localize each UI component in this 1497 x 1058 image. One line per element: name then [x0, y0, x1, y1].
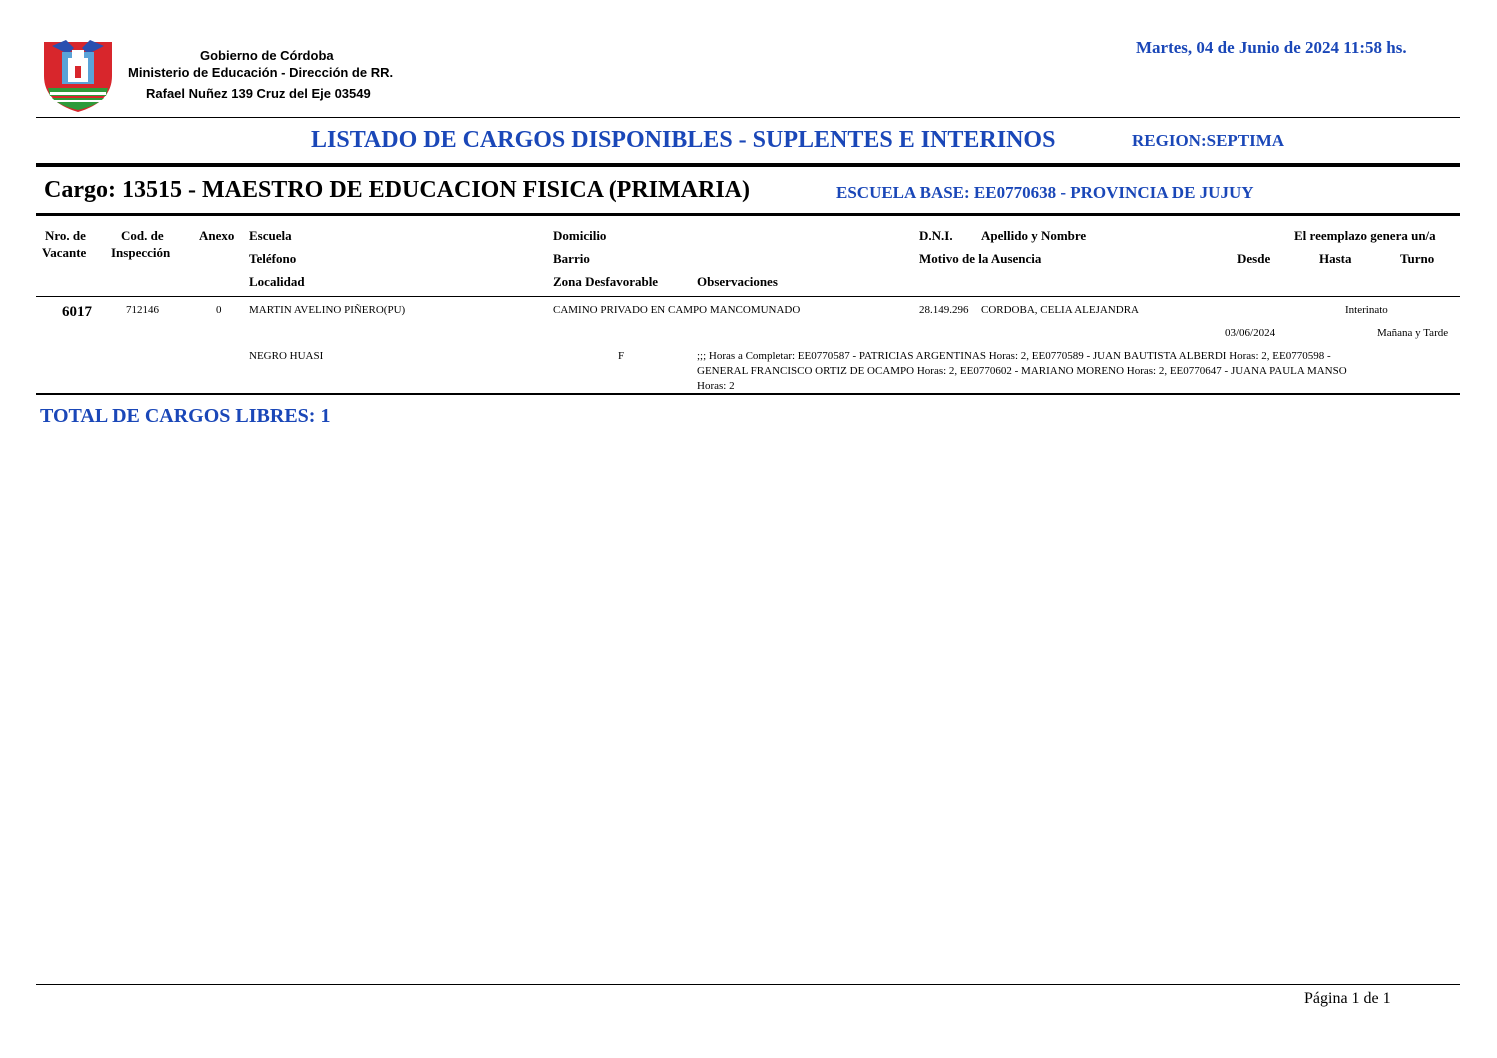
col-domicilio: Domicilio: [553, 228, 607, 243]
escuela-base: ESCUELA BASE: EE0770638 - PROVINCIA DE JUJUY: [836, 183, 1254, 202]
header-address: Rafael Nuñez 139 Cruz del Eje 03549: [146, 86, 371, 101]
row-anexo: 0: [216, 304, 222, 316]
row-turno: Mañana y Tarde: [1377, 327, 1449, 339]
row-cod: 712146: [126, 304, 159, 316]
col-anexo: Anexo: [199, 228, 235, 243]
row-domicilio: CAMINO PRIVADO EN CAMPO MANCOMUNADO: [553, 304, 801, 316]
row-obs-line-3: Horas: 2: [697, 380, 735, 392]
col-localidad: Localidad: [249, 274, 305, 289]
divider-row-end: [36, 393, 1460, 395]
col-cod-1: Cod. de: [121, 228, 164, 243]
divider-top: [36, 117, 1460, 118]
col-motivo: Motivo de la Ausencia: [919, 251, 1042, 266]
col-escuela: Escuela: [249, 228, 292, 243]
row-nro: 6017: [62, 304, 92, 320]
header-datetime: Martes, 04 de Junio de 2024 11:58 hs.: [1136, 38, 1407, 57]
row-escuela: MARTIN AVELINO PIÑERO(PU): [249, 304, 406, 316]
region-label: REGION:SEPTIMA: [1132, 131, 1285, 150]
row-dni: 28.149.296: [919, 304, 969, 316]
col-reemplazo: El reemplazo genera un/a: [1294, 228, 1436, 243]
row-nombre: CORDOBA, CELIA ALEJANDRA: [981, 304, 1139, 316]
col-observaciones: Observaciones: [697, 274, 778, 289]
row-localidad: NEGRO HUASI: [249, 350, 324, 362]
col-barrio: Barrio: [553, 251, 590, 266]
total-cargos: TOTAL DE CARGOS LIBRES: 1: [40, 405, 331, 427]
col-turno: Turno: [1400, 251, 1435, 266]
col-cod-2: Inspección: [111, 245, 171, 260]
col-nro-1: Nro. de: [45, 228, 86, 243]
page-number: Página 1 de 1: [1304, 990, 1391, 1007]
cordoba-crest-icon: [40, 36, 116, 114]
header-ministry: Ministerio de Educación - Dirección de RR.: [128, 65, 394, 80]
cargo-title: Cargo: 13515 - MAESTRO DE EDUCACION FISICA (PRIMARIA): [44, 177, 750, 203]
header-gov: Gobierno de Córdoba: [200, 48, 334, 63]
col-nro-2: Vacante: [42, 245, 87, 260]
row-genera: Interinato: [1345, 304, 1388, 316]
divider-thick-1: [36, 163, 1460, 167]
divider-footer: [36, 984, 1460, 985]
row-obs-line-1: ;;; Horas a Completar: EE0770587 - PATRICIAS ARGENTINAS Horas: 2, EE0770589 - JUAN BAUTISTA ALBERDI Horas: 2, EE0770598 -: [697, 350, 1331, 362]
row-obs-line-2: GENERAL FRANCISCO ORTIZ DE OCAMPO Horas: 2, EE0770602 - MARIANO MORENO Horas: 2, EE0770647 - JUANA PAULA MANSO: [697, 365, 1347, 377]
row-desde: 03/06/2024: [1225, 327, 1276, 339]
col-telefono: Teléfono: [249, 251, 297, 266]
col-desde: Desde: [1237, 251, 1271, 266]
col-zona: Zona Desfavorable: [553, 274, 659, 289]
col-hasta: Hasta: [1319, 251, 1352, 266]
divider-header: [36, 296, 1460, 297]
divider-thick-2: [36, 213, 1460, 216]
col-dni: D.N.I.: [919, 228, 953, 243]
col-apellido: Apellido y Nombre: [981, 228, 1087, 243]
row-zona: F: [618, 350, 625, 362]
page-title: LISTADO DE CARGOS DISPONIBLES - SUPLENTES E INTERINOS: [311, 127, 1056, 153]
